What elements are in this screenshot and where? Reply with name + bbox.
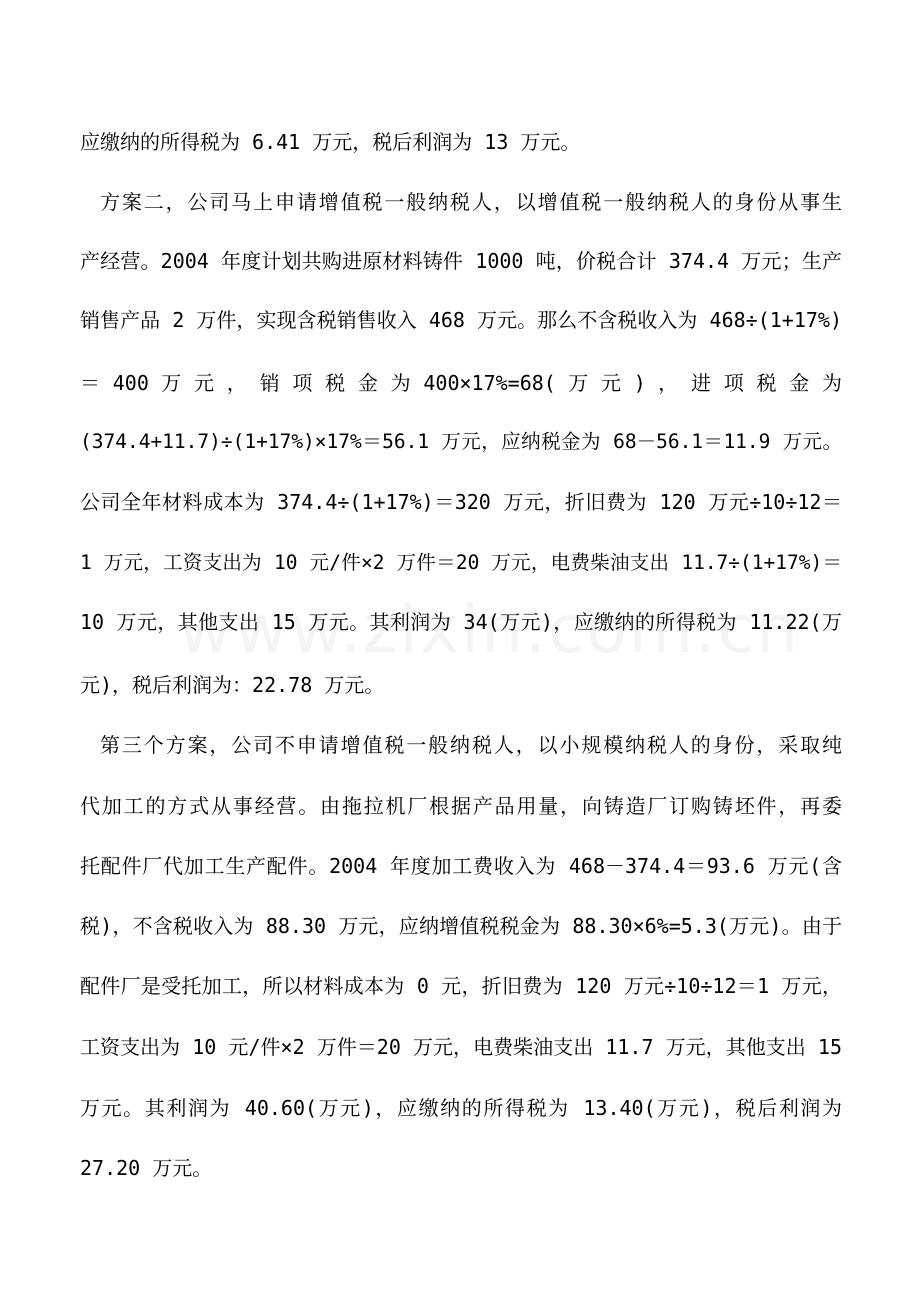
text-line: 10 万元，其他支出 15 万元。其利润为 34(万元)，应缴纳的所得税为 11.22(万	[80, 610, 842, 634]
text-line: 1 万元，工资支出为 10 元/件×2 万件＝20 万元，电费柴油支出 11.7÷(1+17%)＝	[80, 551, 842, 574]
text-line: 27.20 万元。	[80, 1156, 213, 1180]
text-line: 托配件厂代加工生产配件。2004 年度加工费收入为 468－374.4＝93.6 万元(含	[80, 854, 842, 878]
text-line: 配件厂是受托加工，所以材料成本为 0 元，折旧费为 120 万元÷10÷12＝1 万元，	[80, 974, 842, 998]
text-line: 公司全年材料成本为 374.4÷(1+17%)＝320 万元，折旧费为 120 万元÷10÷12＝	[80, 490, 842, 514]
text-line: 产经营。2004 年度计划共购进原材料铸件 1000 吨，价税合计 374.4 万元；生产	[80, 249, 842, 273]
text-line: 税)，不含税收入为 88.30 万元，应纳增值税税金为 88.30×6%=5.3(万元)。由于	[80, 914, 842, 938]
text-line: 第三个方案，公司不申请增值税一般纳税人，以小规模纳税人的身份，采取纯	[100, 733, 842, 757]
text-line: 万元。其利润为 40.60(万元)，应缴纳的所得税为 13.40(万元)，税后利润为	[80, 1096, 842, 1120]
text-line: 方案二，公司马上申请增值税一般纳税人，以增值税一般纳税人的身份从事生	[100, 190, 842, 214]
text-line: ＝ 400 万 元 ， 销 项 税 金 为 400×17%=68( 万 元 ) ， 进 项 税 金 为	[80, 371, 842, 395]
text-line: 应缴纳的所得税为 6.41 万元，税后利润为 13 万元。	[80, 130, 581, 154]
text-line: (374.4+11.7)÷(1+17%)×17%＝56.1 万元，应纳税金为 68－56.1＝11.9 万元。	[80, 430, 842, 453]
text-line: 销售产品 2 万件，实现含税销售收入 468 万元。那么不含税收入为 468÷(1+17%)	[80, 308, 842, 332]
text-line: 代加工的方式从事经营。由拖拉机厂根据产品用量，向铸造厂订购铸坯件，再委	[80, 794, 842, 818]
text-line: 元)，税后利润为：22.78 万元。	[80, 673, 385, 697]
text-line: 工资支出为 10 元/件×2 万件＝20 万元，电费柴油支出 11.7 万元，其他支出 15	[80, 1035, 842, 1059]
